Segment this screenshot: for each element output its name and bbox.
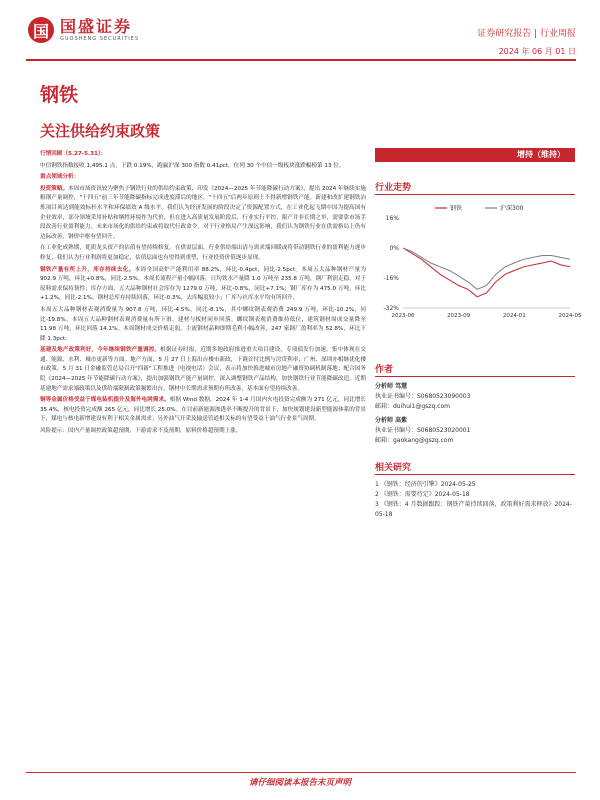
legend-label: 钢铁	[450, 205, 463, 212]
y-tick-label: -16%	[383, 275, 399, 282]
related-item[interactable]: 1 《钢铁：经济的引擎》2024-05-25	[375, 481, 476, 488]
legend-label: 沪深300	[500, 205, 524, 212]
paragraph: 本周五大品种钢材表观消费量为 907.8 万吨，环比-4.5%，同比-8.1%，其中螺纹钢表观消费 249.9 万吨，环比-10.2%，同比-19.8%。本周五大品种钢材表观消费量有所下滑，建材与板材同步回落。螺纹钢表观消费维持低位，建筑钢材周成交量降至 11.98 万吨，环比回落 14.1%。本周钢材成交价格走弱，主流钢材品种即期毛利小幅改善，247 家钢厂盈利率为 52.8%，环比下降 1.3pct。	[40, 306, 366, 342]
focus-head: 重点领域分析：	[40, 174, 80, 181]
main-text	[40, 150, 366, 439]
related-divider	[375, 474, 575, 475]
analyst-cert: 执业证书编号：S0680523090003	[375, 393, 471, 400]
paragraph: 根据证券时报，近期多地政府推进重大项目建设，专项债发行加速，集中体现在交通、能源、水利、城市更新等方面。地产方面，5 月 27 日上海出台楼市新政，下调首付比例与房贷利率；广州、深圳亦相继优化楼市政策。5 月 31 日金融监管总局召开"四新"工程推进（电视电话）会议，表示将加快推进城市房地产融资协调机制落地；配合国务院《2024—2025 年节能降碳行动方案》，提出加强钢铁产能产量调控，深入调整钢铁产品结构，加快钢铁行业节能降碳改造。近期基建地产需求端政策以及供给端限制政策频繁出台，钢材中长期需求预期有所改善，基本面有望持续改善。	[40, 347, 366, 392]
policy-head: 基建及地产政策利好，今年继续钢铁产量调控。	[40, 347, 161, 354]
logo-english: GUOSHENG SECURITIES	[60, 36, 140, 42]
x-tick-label: 2023-09	[447, 313, 471, 319]
analyst-email[interactable]: 邮箱：duihui1@gszq.com	[375, 403, 450, 410]
performance-chart	[375, 200, 582, 330]
y-tick-label: -32%	[383, 305, 399, 312]
footer-divider	[26, 772, 576, 773]
perf-divider	[375, 194, 575, 195]
paragraph: 本周全国高炉产能利用率 88.2%，环比-0.4pct，同比-2.5pct。本周五大品种钢材产量为 902.9 万吨，环比+0.8%，同比-2.5%。本周长流程产量小幅回落，日均铁水产量降 1.0 万吨至 235.8 万吨，钢厂利润走稳，对于原料需求保持韧性；库存方面，五大品种钢材社会库存为 1279.0 万吨，环比-0.8%，同比+7.1%；钢厂库存为 475.0 万吨，环比+1.2%，同比-2.1%。钢材总库存持续回落，环比-0.3%，去库幅度较小；厂库与社库水平均有所回升。	[40, 266, 366, 302]
logo	[28, 17, 139, 43]
review-head: 行情回顾（5.27-5.31）：	[40, 151, 107, 157]
y-tick-label: 16%	[385, 215, 399, 222]
strategy-head: 投资策略。	[40, 185, 69, 192]
report-type: 证券研究报告 | 行业周报	[477, 29, 576, 39]
inventory-head: 钢铁产量有所上升，库存持续去化。	[40, 266, 135, 273]
footer-note: 请仔细阅读本报告末页声明	[248, 778, 351, 788]
series-line-1	[403, 248, 570, 289]
paragraph: 在工业化成熟期，优质龙头资产的估值有望持续修复。在供需层面，行业供给端出清与需求端回暖或将带动钢铁行业的盈利能力逐步修复，我们认为行业利润将更加稳定，估值层面也有望得到重塑，行业投资价值逐步显现。	[40, 245, 366, 261]
paragraph: 根据 Wind 数据，2024 年 1-4 月国内火电投资完成额为 271 亿元，同比增长 35.4%，核电投资完成额 265 亿元，同比增长 25.0%。在目前新能源渗透率不断提升的背景下，加快规划建设新型能源体系的背景下，煤电与核电新增建设有利于相关金属需求；另外油气开采及输送管道相关标的有望受益于油气行业景气周期。	[40, 397, 366, 423]
logo-mark: 国	[28, 17, 54, 43]
x-tick-label: 2024-01	[502, 313, 526, 319]
y-tick-label: 0%	[389, 245, 399, 252]
analyst-cert: 执业证书编号：S0680523020001	[375, 427, 471, 434]
analyst-name: 分析师 高紫	[375, 417, 408, 424]
paragraph: 中信钢铁指数报收 1,495.1 点，下跌 0.19%，跑赢沪深 300 指数 0.41pct，位列 30 个中信一级板块涨跌幅榜第 13 位。	[40, 162, 345, 169]
logo-name: 国盛证券	[60, 17, 133, 36]
x-tick-label: 2024-05	[558, 313, 582, 319]
rating-badge: 增持（维持）	[375, 148, 575, 162]
risk-warning: 风险提示：国内产量调控政策超预期，下游需求不及预期，原料价格超预期上涨。	[40, 428, 242, 435]
analyst-email[interactable]: 邮箱：gaokang@gszq.com	[375, 437, 454, 444]
report-title: 关注供给约束政策	[40, 122, 161, 140]
header-divider	[26, 59, 576, 61]
related-item[interactable]: 2 《钢铁：需要待定》2024-05-18	[375, 491, 470, 498]
analysts-divider	[375, 376, 575, 377]
report-date: 2024 年 06 月 01 日	[498, 47, 576, 56]
related-item[interactable]: 3 《钢铁：4 月数据跟踪：钢铁产量持续回落，政策利好需求释放》2024-05-18	[375, 501, 572, 518]
analysts-title: 作者	[375, 365, 394, 375]
x-tick-label: 2023-06	[391, 313, 415, 319]
sector-title: 钢铁	[40, 84, 79, 106]
perf-title: 行业走势	[375, 183, 412, 193]
paragraph: 本周市场资讯较为聚焦于钢铁行业的供给约束政策，印发《2024—2025 年节能降碳行动方案》，提出 2024 年继续实施粗钢产量调控，"十四五"前三年节能降碳指标完成进度滞后的地区，"十四五"后两年原则上不得新增钢铁产能。新建和改扩建钢铁冶炼项目须达到能效标杆水平和环保绩效 A 级水平。我们认为经济发展的阶段决定了资源配置方式，在工业化起飞期中国为提高国有企业效率，部分领域采用补贴和牺牲环境作为代价，但在进入高质量发展阶段后，行业实行平控、限产并非长期之举，需要靠市场手段改善行业盈利能力。未来市场化的供给约束或将取代行政命令，对于行业格局产生深远影响，我们认为钢铁行业在供需格局上仍有边际改善，钢价中枢有望回升。	[40, 185, 366, 240]
analyst-name: 分析师 笃慧	[375, 383, 408, 390]
related-list	[375, 480, 575, 520]
related-title: 相关研究	[375, 463, 412, 473]
metals-head: 铜等金属价格受益于煤电装机提升及海外电网需求。	[40, 397, 170, 404]
analysts-block	[375, 382, 575, 446]
